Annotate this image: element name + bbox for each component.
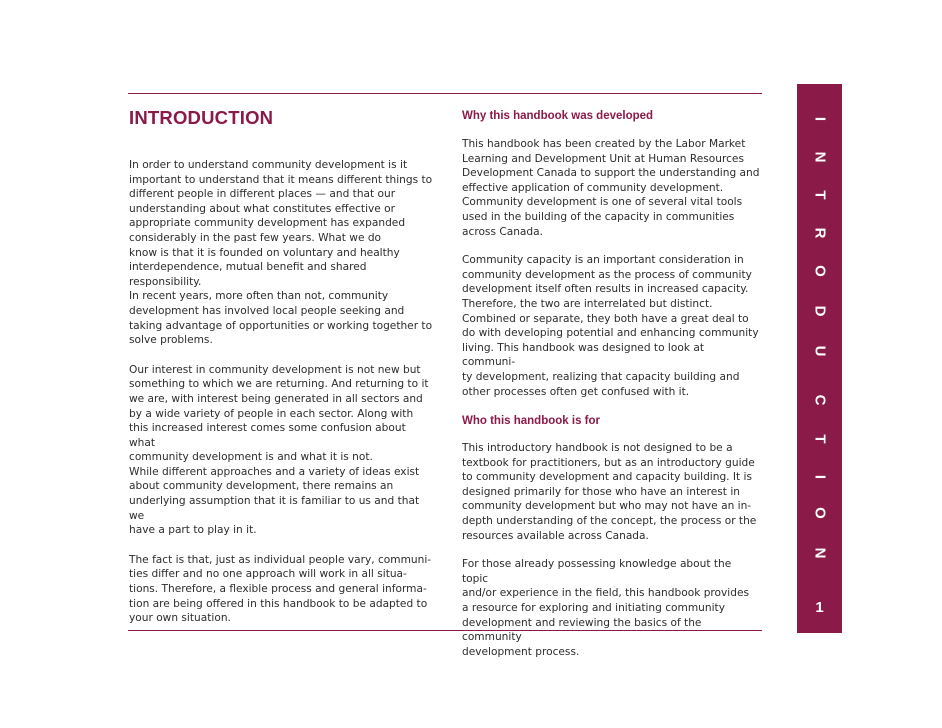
side-tab-letter: D [811, 305, 829, 317]
side-tab-letter: R [811, 227, 829, 239]
right-column [462, 106, 760, 673]
body-paragraph: Community capacity is an important consideration in community development as the process of community development itself often results in increased capacity. Therefore, the two are interrelated but distinct. Combined or separate, they both have a great deal to do with developing potential and enhancing community living. This handbook was designed to look at communi- ty development, realizing that capacity building and other processes often get confused with it. [462, 254, 759, 398]
side-tab-letter: U [811, 345, 829, 357]
side-tab-letter: I [811, 116, 829, 122]
page-title: INTRODUCTION [129, 107, 274, 128]
side-tab-letter: N [811, 151, 829, 163]
side-tab-letter: C [811, 394, 829, 406]
side-tab-letter: T [811, 190, 829, 200]
body-paragraph: While different approaches and a variety of ideas exist about community development, there remains an underlying assumption that it is familiar to us and that we have a part to play in it. [129, 465, 420, 537]
side-tab-letter: O [811, 265, 829, 277]
side-tab-letter: T [811, 434, 829, 444]
body-paragraph: In order to understand community development is it important to understand that it means different things to different people in different places — and that our understanding about what constitutes effective or appropriate community development has expanded considerably in the past few years. What we do know is that it is founded on voluntary and healthy interdependence, mutual benefit and shared responsibility. In recent years, more often than not, community development has involved local people seeking and taking advantage of opportunities or working together to solve problems. [129, 159, 433, 347]
chapter-side-tab [797, 84, 842, 633]
body-paragraph: This handbook has been created by the Labor Market Learning and Development Unit at Human Resources Development Canada to support the understanding and effective application of community development. Community development is one of several vital tools used in the building of the capacity in communities across Canada. [462, 138, 760, 238]
body-paragraph: The fact is that, just as individual people vary, communi- ties differ and no one approach will work in all situa- tions. Therefore, a flexible process and general informa- tion are being offered in this handbook to be adapted to your own situation. [129, 553, 432, 625]
section-heading-why: Why this handbook was developed [462, 110, 654, 122]
body-paragraph: This introductory handbook is not designed to be a textbook for practitioners, but as an introductory guide to community development and capacity building. It is designed primarily for those who have an interest in community development but who may not have an in- depth understanding of the concept, the process or the resources available across Canada. [462, 442, 757, 542]
side-tab-letter: I [811, 474, 829, 480]
page-number: 1 [815, 599, 824, 616]
section-heading-who: Who this handbook is for [462, 415, 600, 428]
side-tab-letter: N [811, 547, 829, 559]
top-rule [128, 93, 762, 94]
body-paragraph: For those already possessing knowledge about the topic and/or experience in the field, this handbook provides a resource for exploring and initiating community development and reviewing the basics of the community development process. [462, 558, 749, 658]
body-paragraph: Our interest in community development is not new but something to which we are returning. And returning to it we are, with interest being generated in all sectors and by a wide variety of people in each sector. Along with this increased interest comes some confusion about what community development is and what it is not. [129, 363, 429, 464]
left-column [129, 106, 434, 641]
side-tab-letter: O [811, 507, 829, 519]
